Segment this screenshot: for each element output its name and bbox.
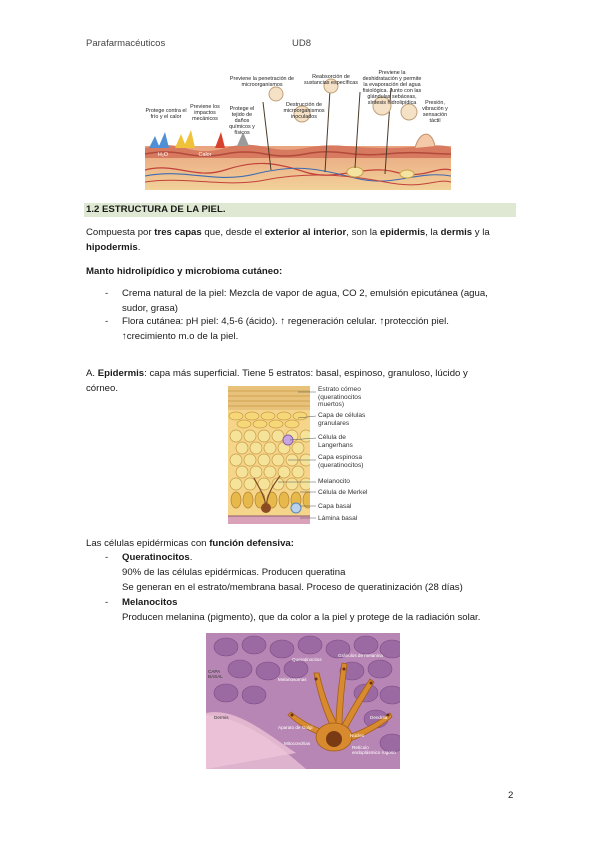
- list-item-line: sudor, grasa): [122, 303, 178, 314]
- melano-label-dermis: Dermis: [214, 715, 229, 720]
- fig-label-heat: Calor: [198, 152, 212, 158]
- melanocitos-line: Producen melanina (pigmento), que da color a la piel y protege de la radiación solar.: [122, 612, 481, 623]
- melanocitos-title: Melanocitos: [122, 597, 178, 608]
- epi-label-langerhans: Célula de Langerhans: [318, 434, 353, 449]
- melano-label-nucleus: Núcleo: [350, 733, 365, 738]
- epi-label-melanocyte: Melanocito: [318, 478, 350, 485]
- epi-label-merkel: Célula de Merkel: [318, 489, 368, 496]
- fig-label-impacts: Previene los impactos mecánicos: [190, 104, 220, 122]
- manto-heading: Manto hidrolipídico y microbioma cutáneo:: [86, 266, 283, 277]
- melanocyte-micrograph: [206, 633, 400, 769]
- page-number: 2: [508, 790, 514, 801]
- epidermis-term: Epidermis: [97, 368, 145, 379]
- melano-label-granules: Gránulos de melanina: [338, 653, 383, 658]
- intro-text: .: [137, 242, 141, 253]
- skin-functions-figure: [145, 62, 451, 190]
- queratinocitos-dot: .: [189, 552, 193, 563]
- list-item-line: ↑crecimiento m.o de la piel.: [122, 331, 239, 342]
- fig-label-dehydration: Previene la deshidratación y permite la evaporación del agua fisiológica. Junto con las glándulas sebáceas, síntesis hidrolipídica: [362, 70, 422, 106]
- epi-label-spinous: Capa espinosa (queratinocitos): [318, 454, 364, 469]
- list-bullet: -: [105, 552, 109, 563]
- intro-bold-epidermis: epidermis: [379, 227, 426, 238]
- intro-paragraph: [86, 225, 516, 255]
- list-bullet: -: [105, 316, 109, 327]
- epi-label-basal: Capa basal: [318, 503, 352, 510]
- cells-intro: [86, 536, 294, 551]
- list-item-line: Flora cutánea: pH piel: 4,5-6 (ácido). ↑ regeneración celular. ↑protección piel.: [122, 316, 449, 327]
- fig-label-chemical: Protege el tejido de daños químicos y físicos: [229, 106, 255, 136]
- intro-bold-hypodermis: hipodermis: [86, 242, 138, 253]
- list-item: [122, 286, 522, 316]
- intro-text: Compuesta por: [86, 227, 155, 238]
- fig-label-reabsorption: Reabsorción de sustancias específicas: [304, 74, 358, 86]
- melano-label-keratinocytes: Queratinocitos: [292, 657, 322, 662]
- intro-text: , son la: [346, 227, 380, 238]
- list-item: [122, 314, 522, 344]
- queratinocitos-line: Se generan en el estrato/membrana basal. Proceso de queratinización (28 días): [122, 582, 463, 593]
- epi-label-granular: Capa de células granulares: [318, 412, 366, 427]
- cells-intro-bold: función defensiva:: [209, 538, 294, 549]
- intro-bold-three-layers: tres capas: [154, 227, 202, 238]
- queratinocitos-line: 90% de las células epidérmicas. Producen queratina: [122, 567, 346, 578]
- intro-text: , la: [425, 227, 441, 238]
- fig-label-water: H₂O: [157, 152, 169, 158]
- melano-label-rer: Retículo endoplásmico rugoso: [352, 745, 396, 755]
- header-unit: UD8: [292, 38, 312, 49]
- melano-label-dendrite: Dendrita: [370, 715, 388, 720]
- epidermis-text: córneo.: [86, 383, 118, 394]
- epidermis-prefix: A.: [86, 368, 98, 379]
- epidermis-layers-figure: [228, 386, 378, 524]
- melanocitos-item: [122, 595, 532, 625]
- intro-bold-direction: exterior al interior: [264, 227, 347, 238]
- intro-text: que, desde el: [201, 227, 265, 238]
- header-title: Parafarmacéuticos: [86, 38, 166, 49]
- list-bullet: -: [105, 597, 109, 608]
- melano-label-golgi: Aparato de Golgi: [278, 725, 313, 730]
- queratinocitos-title: Queratinocitos: [122, 552, 190, 563]
- fig-label-destruction: Destrucción de microorganismos inoculados: [283, 102, 325, 120]
- melano-label-mitochondria: Mitocondrias: [284, 741, 311, 746]
- manto-list: [86, 286, 516, 346]
- fig-label-temperature: Protege contra el frío y el calor: [145, 108, 187, 120]
- intro-text: y la: [472, 227, 490, 238]
- epidermis-text: : capa más superficial. Tiene 5 estratos: basal, espinoso, granuloso, lúcido y: [144, 368, 468, 379]
- fig-label-penetration: Previene la penetración de microorganismos: [229, 76, 295, 88]
- epi-label-corneo: Estrato córneo (queratinocitos muertos): [318, 386, 362, 409]
- list-item-line: Crema natural de la piel: Mezcla de vapor de agua, CO 2, emulsión epicutánea (agua,: [122, 288, 488, 299]
- epi-label-lamina: Lámina basal: [318, 515, 358, 522]
- melano-label-basal: CAPA BASAL: [208, 669, 223, 679]
- melano-label-melanosomes: Melanosomas: [278, 677, 307, 682]
- queratinocitos-item: [122, 550, 522, 595]
- intro-bold-dermis: dermis: [440, 227, 473, 238]
- fig-label-touch: Presión, vibración y sensación táctil: [422, 100, 448, 124]
- cells-intro-text: Las células epidérmicas con: [86, 538, 210, 549]
- section-heading: 1.2 ESTRUCTURA DE LA PIEL.: [84, 203, 516, 217]
- list-bullet: -: [105, 288, 109, 299]
